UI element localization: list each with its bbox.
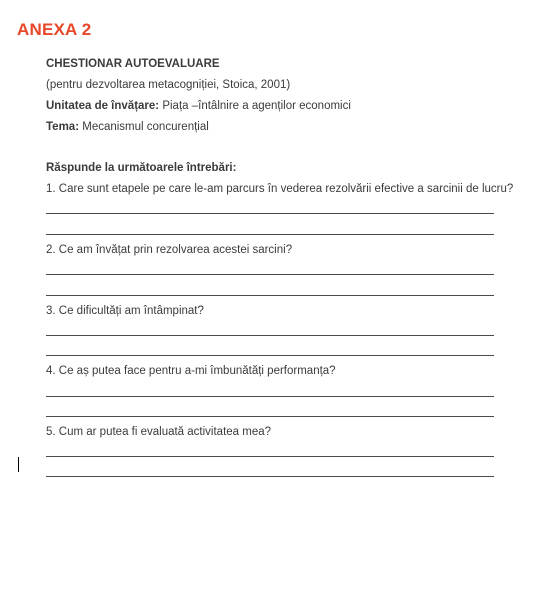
answer-line[interactable]	[46, 396, 494, 397]
topic-label: Tema:	[46, 121, 80, 133]
questionnaire-title: CHESTIONAR AUTOEVALUARE	[46, 58, 220, 70]
answer-line[interactable]	[46, 295, 494, 296]
annex-heading: ANEXA 2	[17, 20, 92, 39]
answer-line[interactable]	[46, 355, 494, 356]
question-2: 2. Ce am învățat prin rezolvarea acestei sarcini?	[46, 244, 293, 256]
answer-line[interactable]	[46, 476, 494, 477]
instruction: Răspunde la următoarele întrebări:	[46, 162, 237, 174]
topic-value: Mecanismul concurențial	[82, 121, 209, 133]
unit-label: Unitatea de învățare:	[46, 100, 160, 112]
question-1: 1. Care sunt etapele pe care le-am parcurs în vederea rezolvării efective a sarcinii de lucru?	[46, 183, 514, 195]
topic-line	[46, 120, 209, 134]
unit-value: Piața –întâlnire a agenților economici	[162, 100, 351, 112]
answer-line[interactable]	[46, 456, 494, 457]
question-5: 5. Cum ar putea fi evaluată activitatea mea?	[46, 426, 272, 438]
questionnaire-subtitle: (pentru dezvoltarea metacogniției, Stoica, 2001)	[46, 79, 291, 91]
answer-line[interactable]	[46, 213, 494, 214]
answer-line[interactable]	[46, 274, 494, 275]
question-3: 3. Ce dificultăți am întâmpinat?	[46, 305, 204, 317]
unit-line	[46, 99, 351, 113]
answer-line[interactable]	[46, 416, 494, 417]
answer-line[interactable]	[46, 335, 494, 336]
text-cursor	[18, 457, 19, 472]
question-4: 4. Ce aș putea face pentru a-mi îmbunătăți performanța?	[46, 365, 336, 377]
answer-line[interactable]	[46, 234, 494, 235]
